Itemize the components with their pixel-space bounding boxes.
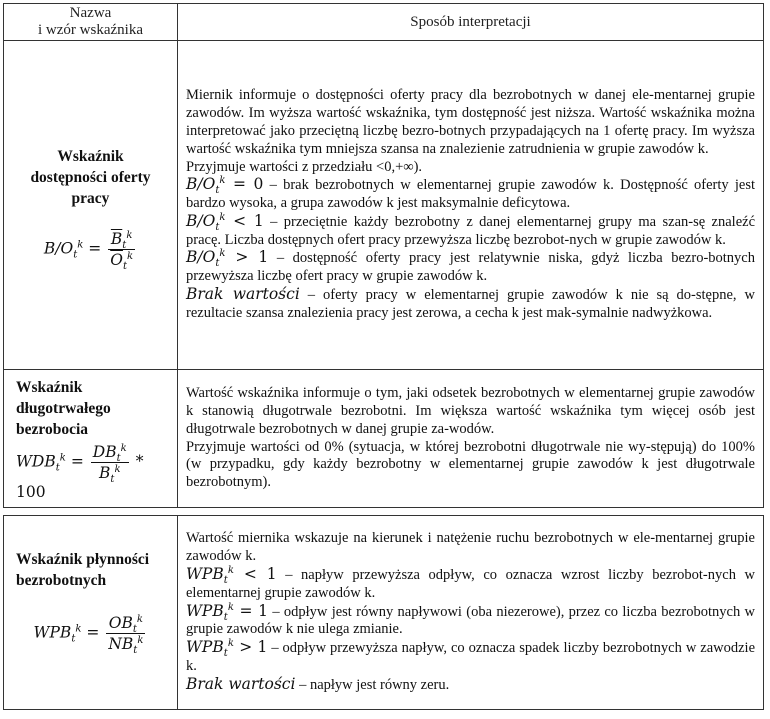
header-interpretation-cell: Sposób interpretacji bbox=[178, 4, 764, 41]
interpretation-text: Wartość wskaźnika informuje o tym, jaki odsetek bezrobotnych w elementarnej grupie zawodów k stanowią długotrwale bezrobotni. Im większa wartość wskaźnika tym więcej osób jest długotrwale bezrobotnych w danej grupie za-wodów. bbox=[186, 385, 755, 437]
table-row bbox=[4, 516, 764, 710]
table-header-row bbox=[4, 4, 764, 41]
interpretation-cell bbox=[178, 41, 764, 370]
interpretation-condition: $B/O_t^k > 1$ – dostępność oferty pracy jest relatywnie niska, gdyż liczba bezro-botnych przewyższa liczbę ofert pracy w grupie zawodów k. bbox=[186, 248, 755, 285]
header-name-line2: i wzór wskaźnika bbox=[38, 22, 143, 38]
indicator-name: Wskaźnik dostępności oferty pracy bbox=[30, 148, 151, 207]
interpretation-condition: $B/O_t^k = 0$ – brak bezrobotnych w elementarnej grupie zawodów k. Dostępność oferty jest bardzo wysoka, a grupa zawodów k jest maksymalnie deficytowa. bbox=[186, 175, 756, 212]
table-row bbox=[4, 370, 764, 508]
header-name-cell bbox=[4, 4, 178, 41]
indicator-formula: $WPB_t^k$ = $\frac{OB_t^k}{NB_t^k}$ bbox=[33, 613, 144, 657]
indicator-formula: $WDB_t^k$ = $\frac{DB_t^k}{B_t^k}$ * 100 bbox=[16, 442, 144, 501]
interpretation-cell bbox=[178, 516, 764, 710]
indicator-table-bottom bbox=[3, 515, 764, 710]
indicator-name-cell bbox=[4, 370, 178, 508]
table-row bbox=[4, 41, 764, 370]
interpretation-text: Przyjmuje wartości z przedziału <0,+∞). bbox=[186, 158, 423, 175]
interpretation-text: Miernik informuje o dostępności oferty pracy dla bezrobotnych w danej ele-mentarnej grupie zawodów. Im wyższa wartość wskaźnika, tym dostępność jest niższa. Wartość wskaźnika można interpretować jako przeciętną liczbę bezro-botnych przypadających na 1 ofertę pracy. Im wyższa wartość wskaźnika tym mniejsza szansa na znalezienie zatrudnienia w grupie zawodów k. bbox=[186, 87, 755, 157]
indicator-name-cell bbox=[4, 41, 178, 370]
indicator-name: Wskaźnik długotrwałego bezrobocia bbox=[16, 378, 111, 438]
interpretation-text: Przyjmuje wartości od 0% (sytuacja, w której bezrobotni długotrwale nie wy-stępują) do 100% (w przypadku, gdy każdy bezrobotny w elementarnej grupie zawodów k jest długotrwale bezrobotnym). bbox=[186, 438, 755, 491]
header-name-line1: Nazwa bbox=[69, 5, 112, 21]
interpretation-cell bbox=[178, 370, 764, 508]
interpretation-condition: $WPB_t^k = 1$ – odpływ jest równy napływowi (oba niezerowe), przez co liczba bezrobotnych w grupie zawodów k nie ulega zmianie. bbox=[186, 601, 755, 638]
indicator-formula: $B/O_t^k$ = $\frac{\overline{B}_t^k}{\overline{O}_t^k}$ bbox=[43, 229, 134, 273]
interpretation-text: Wartość miernika wskazuje na kierunek i natężenie ruchu bezrobotnych w ele-mentarnej grupie zawodów k. bbox=[186, 530, 755, 565]
interpretation-condition: $WPB_t^k > 1$ – odpływ przewyższa napływ, co oznacza spadek liczby bezrobotnych w zawodzie k. bbox=[186, 638, 756, 674]
indicator-name: Wskaźnik płynności bezrobotnych bbox=[16, 551, 150, 589]
indicator-table-top bbox=[3, 3, 764, 508]
interpretation-condition: Brak wartości – napływ jest równy zeru. bbox=[186, 674, 450, 693]
interpretation-condition: Brak wartości – oferty pracy w elementarnej grupie zawodów k nie są do-stępne, w rezultacie szansa znalezienia pracy jest zerowa, a cecha k jest mak-symalnie nadwyżkowa. bbox=[186, 285, 755, 321]
interpretation-condition: $WPB_t^k < 1$ – napływ przewyższa odpływ, co oznacza wzrost liczby bezrobot-nych w elementarnej grupie zawodów k. bbox=[186, 564, 756, 601]
indicator-name-cell bbox=[4, 516, 178, 710]
interpretation-condition: $B/O_t^k < 1$ – przeciętnie każdy bezrobotny z danej elementarnej grupy ma szan-sę znaleźć pracę. Liczba dostępnych ofert pracy przewyższa liczbę bezrobot-nych w grupie zawodów k. bbox=[186, 211, 756, 248]
